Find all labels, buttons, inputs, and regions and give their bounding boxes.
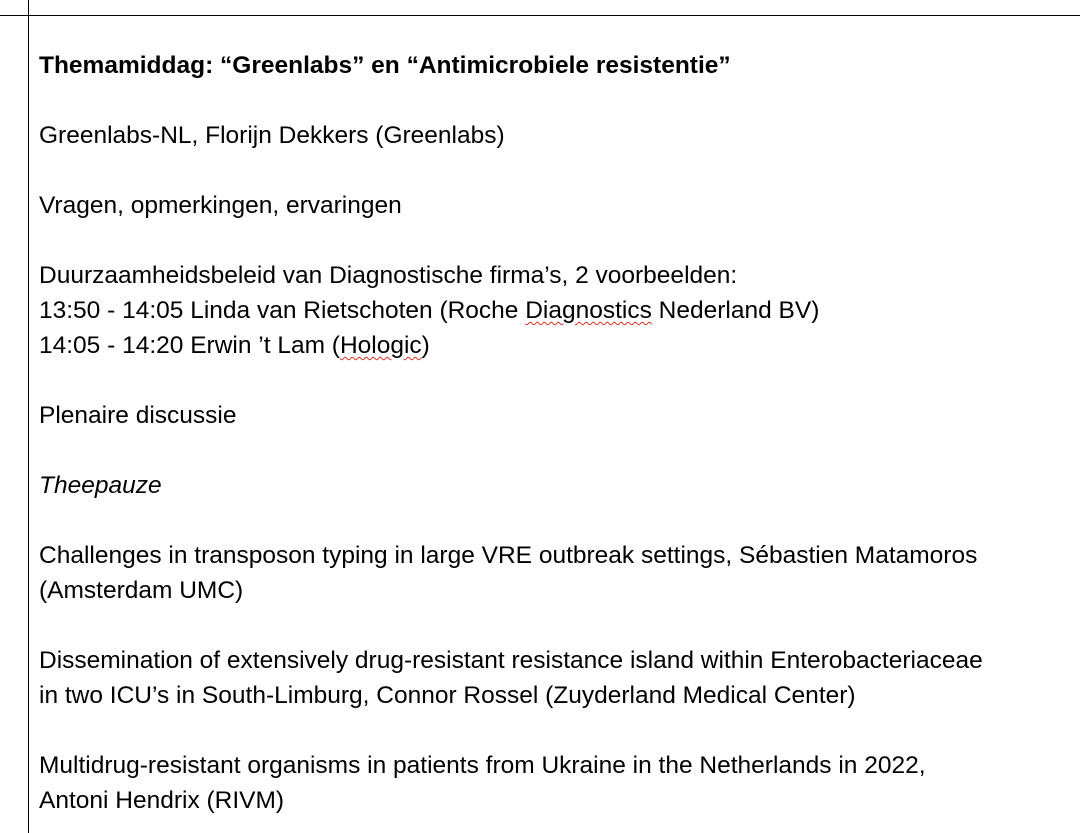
paragraph-spacer — [39, 608, 1079, 643]
paragraph-spacer — [39, 713, 1079, 748]
agenda-item-discussion: Plenaire discussie — [39, 402, 237, 429]
agenda-item-transposon-line1: Challenges in transposon typing in large VRE outbreak settings, Sébastien Matamoros — [39, 542, 978, 569]
spellcheck-flagged-word[interactable]: Hologic — [339, 332, 422, 359]
agenda-item-greenlabs: Greenlabs-NL, Florijn Dekkers (Greenlabs) — [39, 122, 505, 149]
paragraph-spacer — [39, 363, 1079, 398]
talk-hologic-text: 14:05 - 14:20 Erwin ’t Lam ( — [39, 332, 340, 359]
agenda-item-transposon-line2: (Amsterdam UMC) — [39, 577, 244, 604]
table-left-border — [28, 0, 29, 833]
agenda-item-questions: Vragen, opmerkingen, ervaringen — [39, 192, 402, 219]
paragraph-spacer — [39, 83, 1079, 118]
agenda-item-talk-roche — [39, 293, 1079, 328]
agenda-item-ukraine-line2: Antoni Hendrix (RIVM) — [39, 787, 285, 814]
agenda-item-dissemination-line1: Dissemination of extensively drug-resistant resistance island within Enterobacteriaceae — [39, 647, 983, 674]
table-top-border — [0, 15, 1080, 16]
agenda-item-sustainability-intro: Duurzaamheidsbeleid van Diagnostische firma’s, 2 voorbeelden: — [39, 262, 738, 289]
agenda-item-dissemination-line2: in two ICU’s in South-Limburg, Connor Rossel (Zuyderland Medical Center) — [39, 682, 856, 709]
spellcheck-flagged-word[interactable]: Diagnostics — [525, 297, 652, 324]
agenda-item-talk-hologic — [39, 328, 1079, 363]
talk-roche-text: 13:50 - 14:05 Linda van Rietschoten (Roche — [39, 297, 526, 324]
agenda-item-ukraine-line1: Multidrug-resistant organisms in patients from Ukraine in the Netherlands in 2022, — [39, 752, 926, 779]
paragraph-spacer — [39, 223, 1079, 258]
section-title: Themamiddag: “Greenlabs” en “Antimicrobiele resistentie” — [39, 52, 731, 79]
talk-roche-text-end: Nederland BV) — [651, 297, 820, 324]
talk-hologic-text-end: ) — [421, 332, 430, 359]
paragraph-spacer — [39, 433, 1079, 468]
agenda-item-break: Theepauze — [39, 472, 162, 499]
table-cell-content[interactable] — [39, 48, 1079, 818]
paragraph-spacer — [39, 153, 1079, 188]
paragraph-spacer — [39, 503, 1079, 538]
